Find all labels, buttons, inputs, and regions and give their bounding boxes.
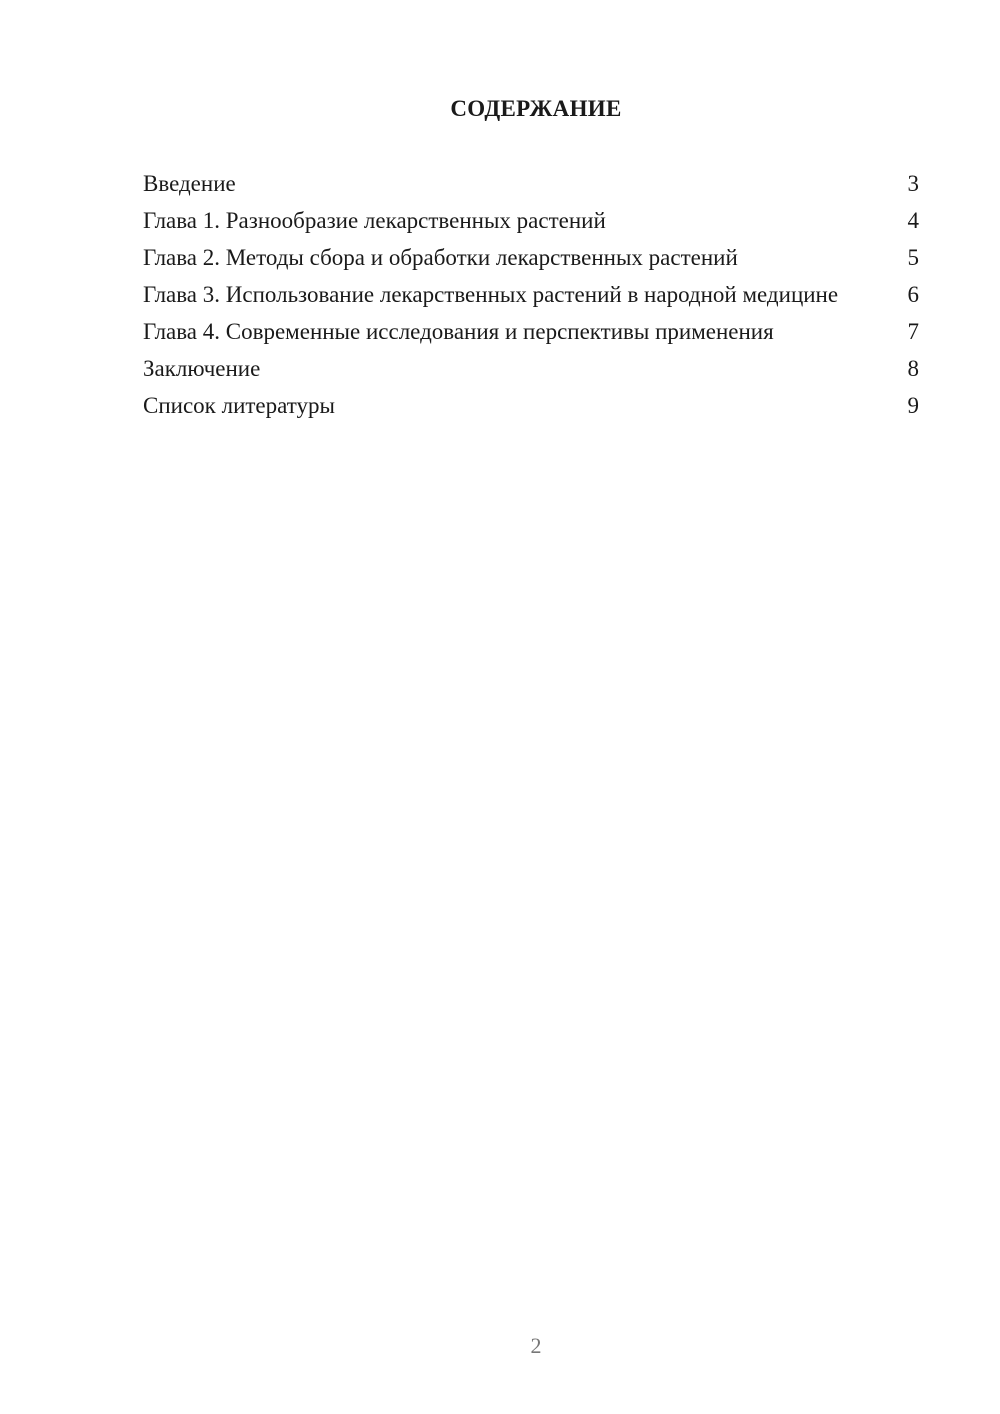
toc-entry[interactable]	[143, 244, 919, 271]
toc-entry[interactable]	[143, 207, 919, 234]
toc-entry-title: Введение	[143, 171, 236, 196]
toc-entry-page: 9	[907, 393, 919, 418]
table-of-contents	[143, 170, 919, 429]
toc-entry[interactable]	[143, 170, 919, 197]
toc-entry-page: 3	[907, 171, 919, 196]
toc-entry[interactable]	[143, 318, 919, 345]
toc-entry-title: Глава 2. Методы сбора и обработки лекарственных растений	[143, 245, 738, 270]
toc-entry-title: Глава 3. Использование лекарственных растений в народной медицине	[143, 282, 839, 307]
toc-entry-title: Список литературы	[143, 393, 335, 418]
toc-entry-title: Глава 1. Разнообразие лекарственных растений	[143, 208, 606, 233]
toc-entry-page: 8	[907, 356, 919, 381]
toc-entry[interactable]	[143, 355, 919, 382]
toc-entry-page: 4	[907, 208, 919, 233]
toc-entry[interactable]	[143, 281, 919, 308]
toc-entry-page: 6	[907, 282, 919, 307]
toc-title: СОДЕРЖАНИЕ	[450, 96, 622, 121]
toc-entry[interactable]	[143, 392, 919, 419]
toc-entry-page: 7	[907, 319, 919, 344]
page-number: 2	[530, 1333, 542, 1358]
toc-entry-title: Заключение	[143, 356, 261, 381]
toc-entry-title: Глава 4. Современные исследования и перспективы применения	[143, 319, 774, 344]
toc-entry-page: 5	[907, 245, 919, 270]
